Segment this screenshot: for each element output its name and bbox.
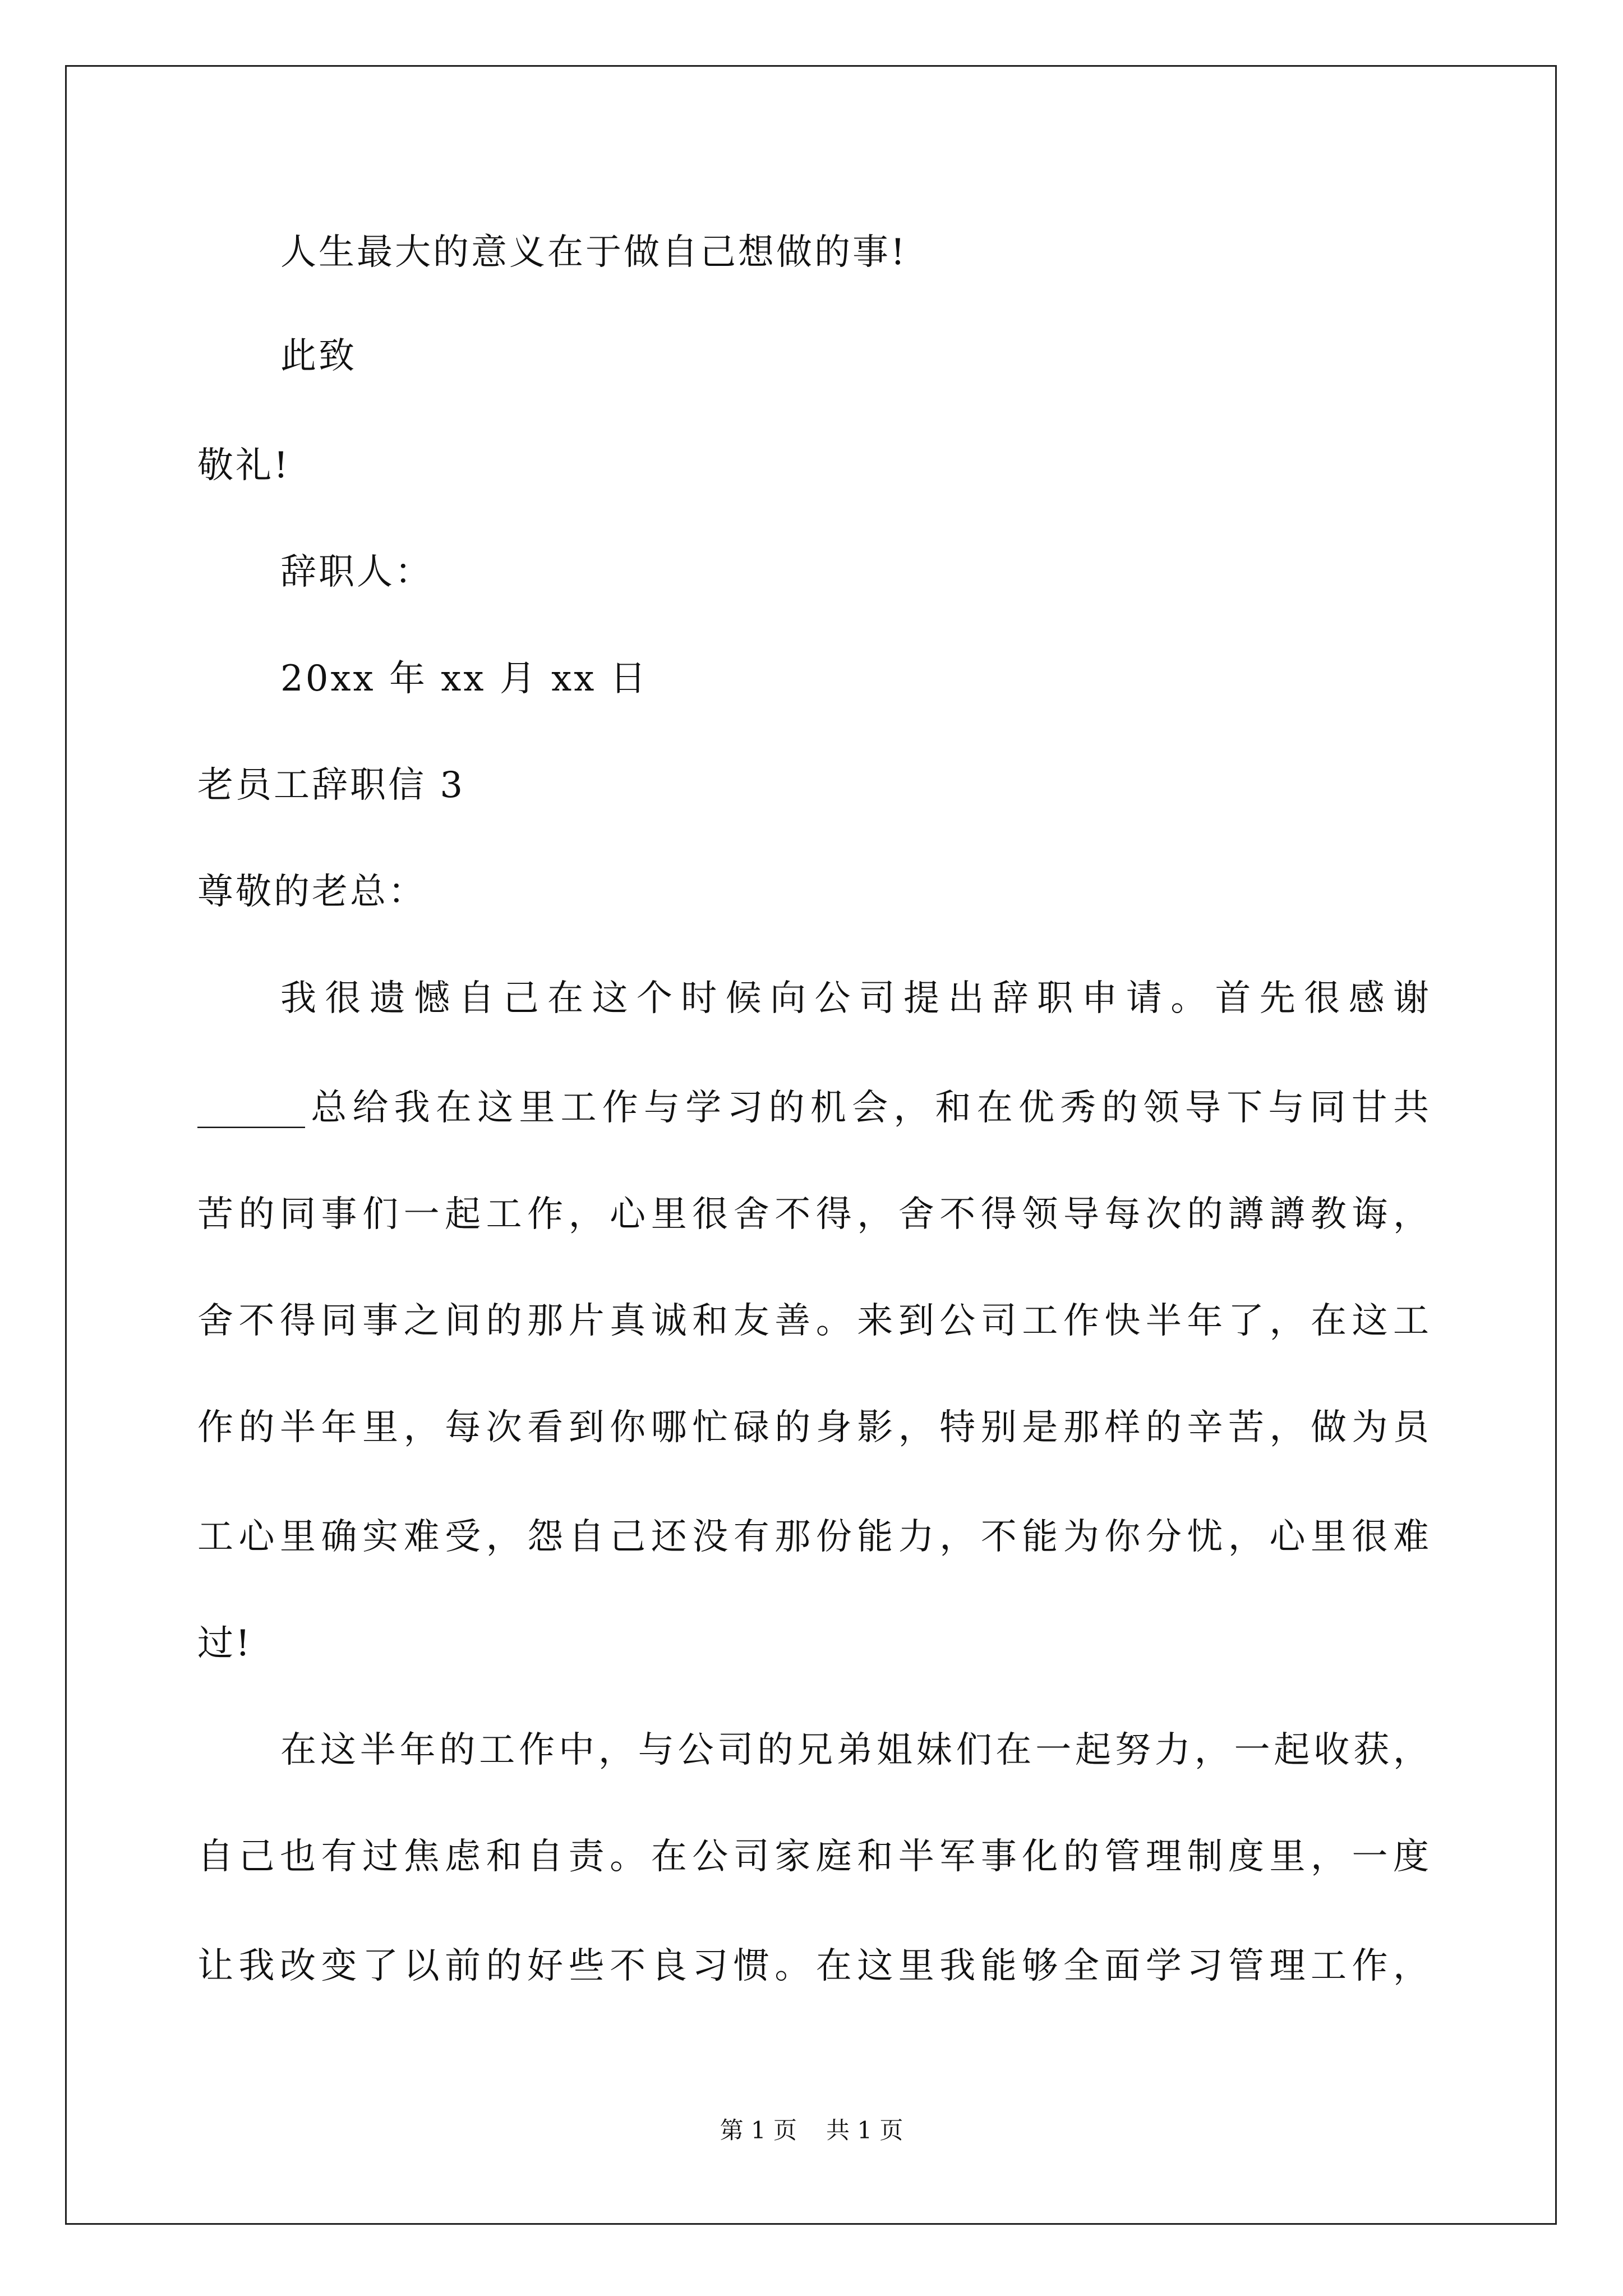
text-line: 作的半年里，每次看到你哪忙碌的身影，特别是那样的辛苦，做为员 [197, 1407, 1429, 1448]
salutation: 尊敬的老总： [197, 871, 426, 913]
page-footer [0, 2115, 1623, 2146]
text-line: 辞职人： [280, 551, 433, 593]
text-line: 苦的同事们一起工作，心里很舍不得，舍不得领导每次的譐譐教诲， [197, 1194, 1429, 1235]
text-line: 此致 [280, 335, 357, 377]
page-border [65, 65, 1557, 2225]
text-line: ______总给我在这里工作与学习的机会，和在优秀的领导下与同甘共 [197, 1087, 1429, 1129]
text-line: 我很遗憾自己在这个时候向公司提出辞职申请。首先很感谢 [280, 978, 1429, 1019]
section-heading: 老员工辞职信 3 [197, 765, 465, 806]
text-line: 在这半年的工作中，与公司的兄弟姐妹们在一起努力，一起收获， [280, 1729, 1429, 1771]
page-total: 共 1 页 [826, 2116, 903, 2144]
text-line: 敬礼! [197, 445, 291, 486]
page-number: 第 1 页 [720, 2116, 797, 2144]
text-line: 工心里确实难受，怨自己还没有那份能力，不能为你分忧，心里很难 [197, 1516, 1429, 1558]
text-line: 舍不得同事之间的那片真诚和友善。来到公司工作快半年了，在这工 [197, 1300, 1429, 1342]
text-line: 人生最大的意义在于做自己想做的事! [280, 232, 907, 273]
text-line: 20xx 年 xx 月 xx 日 [280, 658, 648, 700]
text-line: 自己也有过焦虑和自责。在公司家庭和半军事化的管理制度里，一度 [197, 1836, 1429, 1878]
text-line: 让我改变了以前的好些不良习惯。在这里我能够全面学习管理工作， [197, 1945, 1429, 1987]
text-line: 过! [197, 1623, 252, 1664]
